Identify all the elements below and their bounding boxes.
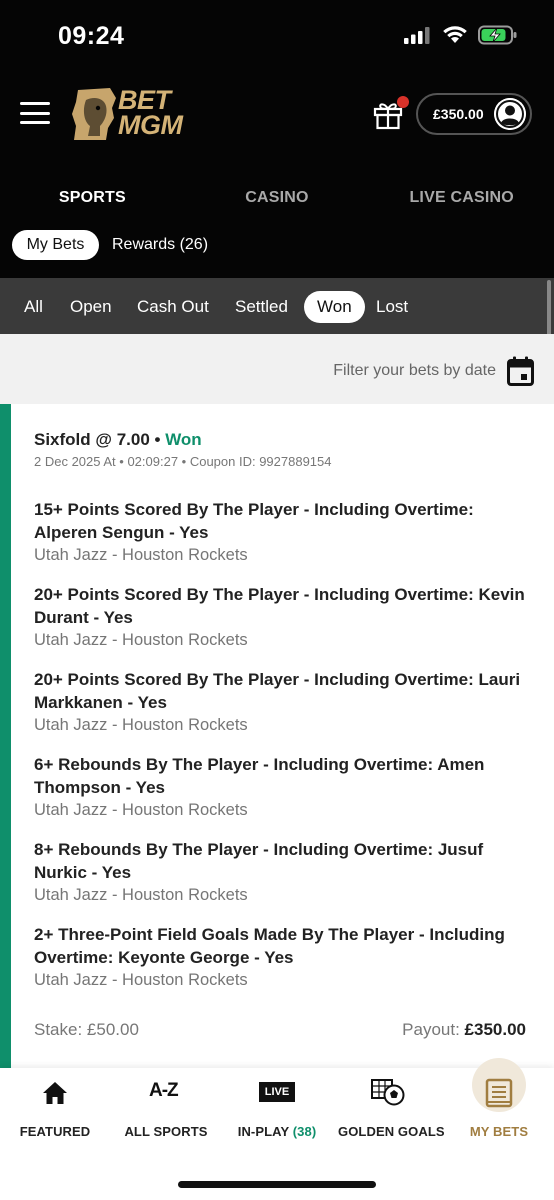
- nav-my-bets-label: MY BETS: [469, 1124, 529, 1139]
- scrollbar[interactable]: [547, 280, 551, 338]
- logo-text: [118, 85, 183, 140]
- filter-open[interactable]: Open: [70, 297, 112, 316]
- tab-casino[interactable]: CASINO: [245, 189, 309, 206]
- bet-title: [34, 430, 202, 450]
- payout: [402, 1020, 526, 1040]
- nav-golden-goals[interactable]: [338, 1068, 445, 1158]
- selection-item: [34, 838, 534, 906]
- nav-all-sports[interactable]: [121, 1068, 211, 1158]
- bet-title-separator: •: [149, 430, 166, 449]
- selection-event: Utah Jazz - Houston Rockets: [34, 971, 248, 989]
- app-header: [0, 72, 554, 172]
- bet-meta: 2 Dec 2025 At • 02:09:27 • Coupon ID: 9927889154: [34, 454, 332, 469]
- selection-item: [34, 498, 534, 566]
- status-icons: [404, 25, 518, 45]
- selection-event: Utah Jazz - Houston Rockets: [34, 546, 248, 564]
- logo-text-mgm: MGM: [118, 110, 183, 140]
- notification-dot: [397, 96, 409, 108]
- menu-line-icon: [20, 102, 50, 105]
- bet-slip-icon: [485, 1078, 513, 1108]
- golden-goals-icon: [371, 1078, 405, 1106]
- selection-event: Utah Jazz - Houston Rockets: [34, 801, 248, 819]
- filter-cash-out[interactable]: Cash Out: [137, 297, 209, 316]
- filter-settled[interactable]: Settled: [235, 297, 288, 316]
- selection-event: Utah Jazz - Houston Rockets: [34, 886, 248, 904]
- bets-subnav: [0, 226, 554, 278]
- selection-event: Utah Jazz - Houston Rockets: [34, 716, 248, 734]
- nav-featured-label: FEATURED: [19, 1124, 91, 1139]
- tab-sports[interactable]: SPORTS: [0, 172, 185, 232]
- my-bets-tab[interactable]: My Bets: [12, 230, 99, 260]
- nav-all-sports-label: ALL SPORTS: [124, 1124, 208, 1139]
- az-icon: A-Z: [149, 1080, 178, 1101]
- in-play-count: (38): [292, 1124, 317, 1139]
- date-filter-label[interactable]: Filter your bets by date: [333, 362, 496, 379]
- date-filter-row: [0, 334, 554, 404]
- menu-line-icon: [20, 112, 50, 115]
- nav-golden-goals-label: GOLDEN GOALS: [338, 1124, 445, 1139]
- selection-item: [34, 668, 534, 736]
- nav-in-play-label: [232, 1124, 322, 1139]
- selection-name: 20+ Points Scored By The Player - Including Overtime: Lauri Markkanen - Yes: [34, 670, 521, 712]
- battery-charging-icon: [478, 25, 518, 45]
- stake-amount: Stake: £50.00: [34, 1020, 139, 1039]
- status-time: 09:24: [58, 22, 125, 50]
- selection-name: 8+ Rebounds By The Player - Including Overtime: Jusuf Nurkic - Yes: [34, 840, 484, 882]
- selection-item: [34, 923, 534, 991]
- bet-card[interactable]: [0, 404, 554, 1068]
- won-accent-bar: [0, 404, 11, 1068]
- selection-name: 20+ Points Scored By The Player - Including Overtime: Kevin Durant - Yes: [34, 585, 525, 627]
- signal-icon: [404, 26, 432, 44]
- nav-featured[interactable]: [10, 1068, 100, 1158]
- lion-logo-icon: [70, 86, 118, 142]
- nav-in-play-text: IN-PLAY: [237, 1124, 290, 1139]
- logo-text-bet: BET: [118, 85, 171, 115]
- wifi-icon: [442, 25, 468, 45]
- nav-my-bets[interactable]: [455, 1068, 543, 1158]
- account-avatar-icon[interactable]: [494, 98, 526, 130]
- rewards-tab[interactable]: Rewards (26): [112, 236, 209, 253]
- selection-item: [34, 583, 534, 651]
- filter-lost[interactable]: Lost: [376, 297, 409, 316]
- menu-button[interactable]: [20, 102, 50, 124]
- payout-value: £350.00: [464, 1020, 526, 1039]
- menu-line-icon: [20, 121, 50, 124]
- betmgm-logo[interactable]: [70, 86, 186, 144]
- product-tabs: [0, 172, 554, 232]
- payout-label: Payout:: [402, 1020, 465, 1039]
- bet-type: Sixfold @ 7.00: [34, 430, 150, 449]
- filter-all[interactable]: All: [24, 297, 43, 316]
- bet-status-filter: [0, 278, 554, 334]
- bet-result: Won: [165, 430, 202, 449]
- balance-amount: £350.00: [433, 106, 484, 122]
- selection-item: [34, 753, 534, 821]
- nav-in-play[interactable]: [232, 1068, 322, 1158]
- status-bar: [0, 0, 554, 72]
- home-indicator[interactable]: [178, 1181, 376, 1188]
- balance-button[interactable]: [416, 93, 532, 135]
- selection-name: 15+ Points Scored By The Player - Including Overtime: Alperen Sengun - Yes: [34, 500, 474, 542]
- selection-event: Utah Jazz - Houston Rockets: [34, 631, 248, 649]
- calendar-icon[interactable]: [507, 356, 534, 386]
- selection-name: 2+ Three-Point Field Goals Made By The Player - Including Overtime: Keyonte George - Yes: [34, 925, 505, 967]
- tab-live-casino[interactable]: LIVE CASINO: [409, 189, 514, 206]
- live-icon: LIVE: [259, 1082, 295, 1102]
- selection-name: 6+ Rebounds By The Player - Including Overtime: Amen Thompson - Yes: [34, 755, 485, 797]
- home-icon: [42, 1080, 68, 1106]
- filter-won[interactable]: Won: [304, 291, 365, 323]
